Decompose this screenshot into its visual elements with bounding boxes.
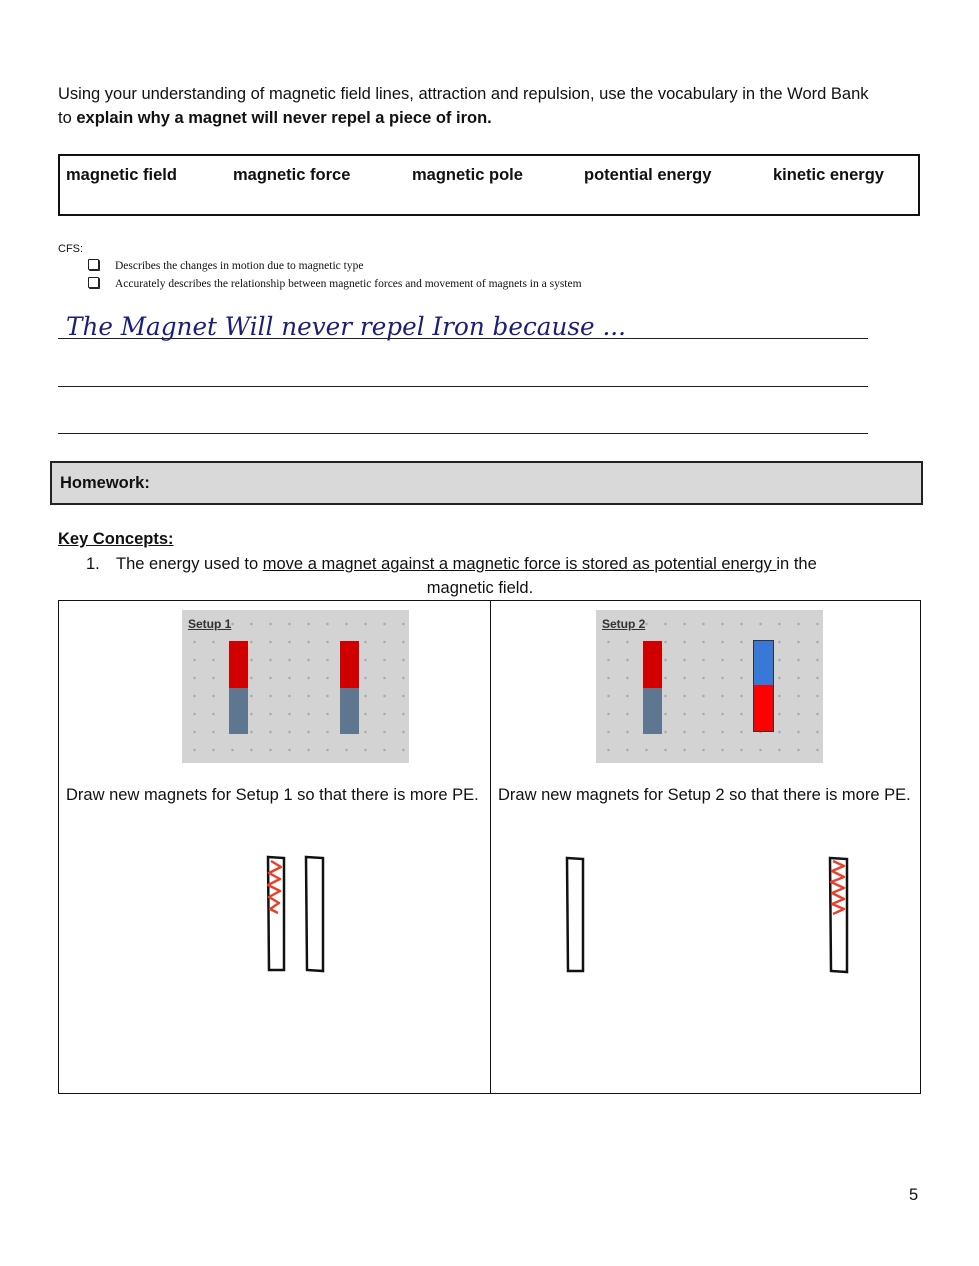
cfs-label: CFS:: [58, 243, 84, 255]
red-scribble: [831, 861, 844, 914]
word-bank-term: magnetic field: [66, 166, 177, 184]
magnet-south-pole: [229, 688, 248, 734]
table-divider: [490, 601, 491, 1093]
setup-title: Setup 1: [188, 617, 232, 631]
word-bank-term: kinetic energy: [773, 166, 884, 184]
handwritten-answer-text: The Magnet Will never repel Iron because ...: [66, 312, 626, 341]
key-concept-text: The energy used to move a magnet against a magnetic force is stored as potential energy in the: [116, 555, 817, 573]
red-scribble: [268, 861, 281, 913]
magnet-south-pole: [643, 688, 662, 734]
cfs-item: Describes the changes in motion due to magnetic type: [88, 259, 363, 272]
setup-1-drawing: [259, 851, 329, 976]
magnet-south-pole: [753, 640, 774, 686]
word-bank-term: potential energy: [584, 166, 712, 184]
homework-label: Homework:: [60, 474, 150, 492]
checkbox-icon: [88, 259, 99, 270]
prompt-emphasis: explain why a magnet will never repel a piece of iron.: [76, 109, 492, 127]
handwritten-answer: [64, 308, 634, 344]
magnet-north-pole: [229, 641, 248, 688]
homework-bar: [50, 461, 923, 505]
setup-2-instruction: Draw new magnets for Setup 2 so that there is more PE.: [498, 786, 911, 804]
magnet-north-pole: [753, 685, 774, 732]
setup-2-image: [596, 610, 823, 763]
key-concept-text-continued: magnetic field.: [426, 579, 534, 597]
magnet-south-pole: [340, 688, 359, 734]
prompt-line-2: to explain why a magnet will never repel a piece of iron.: [58, 109, 492, 127]
setup-title: Setup 2: [602, 617, 646, 631]
cfs-item: Accurately describes the relationship between magnetic forces and movement of magnets in a system: [88, 277, 582, 290]
drawn-magnet: [567, 858, 583, 971]
question-prompt: [58, 82, 928, 130]
checkbox-icon: [88, 277, 99, 288]
word-bank: [58, 154, 920, 216]
word-bank-term: magnetic pole: [412, 166, 523, 184]
setup-1-image: [182, 610, 409, 763]
magnet-north-pole: [643, 641, 662, 688]
prompt-line-1: Using your understanding of magnetic field lines, attraction and repulsion, use the vocabulary in the Word Bank: [58, 85, 869, 103]
setup-2-drawing: [559, 851, 859, 976]
page-number: 5: [909, 1186, 919, 1204]
answer-line[interactable]: [58, 433, 868, 434]
list-number: 1.: [86, 555, 100, 573]
setups-table: [58, 600, 921, 1094]
answer-line[interactable]: [58, 386, 868, 387]
drawn-magnet: [306, 857, 323, 971]
word-bank-term: magnetic force: [233, 166, 351, 184]
key-concepts-title: Key Concepts:: [58, 530, 174, 548]
key-concept-underlined: move a magnet against a magnetic force is stored as potential energy: [262, 555, 777, 573]
setup-1-instruction: Draw new magnets for Setup 1 so that there is more PE.: [66, 786, 479, 804]
magnet-north-pole: [340, 641, 359, 688]
